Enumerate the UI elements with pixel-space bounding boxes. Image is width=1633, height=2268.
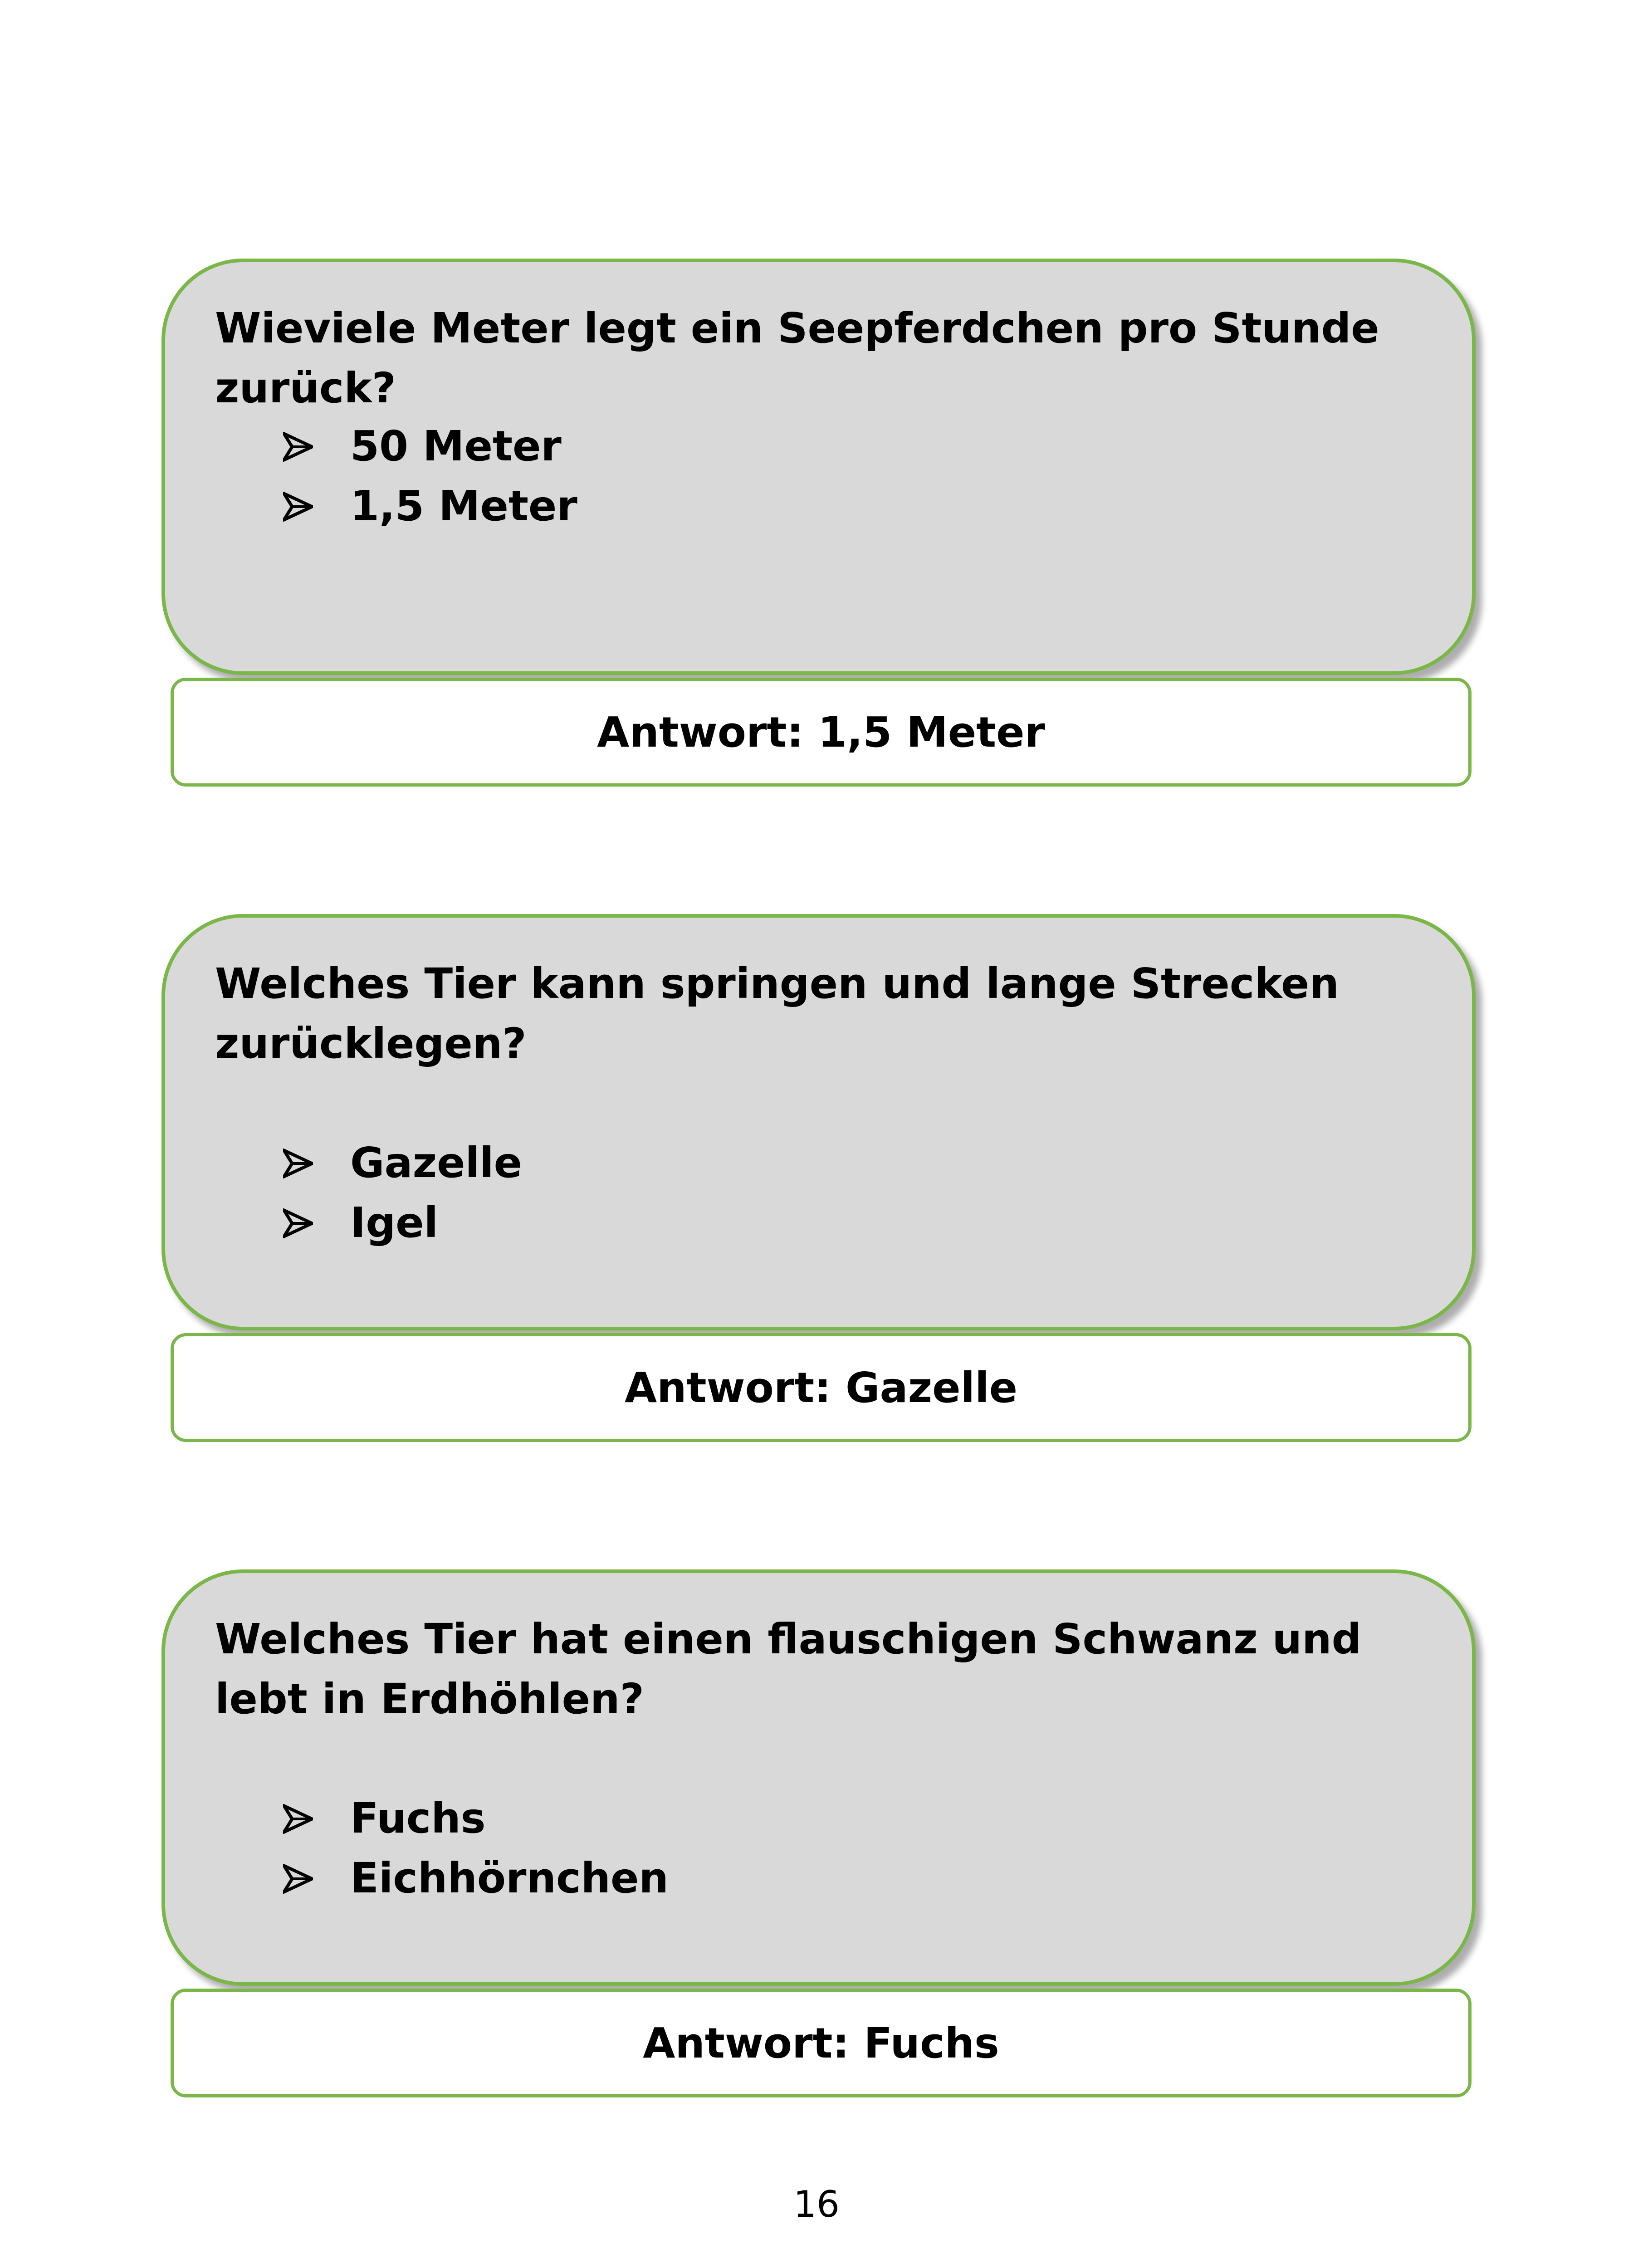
option-label: Eichhörnchen: [350, 1854, 669, 1902]
option-label: Fuchs: [350, 1794, 486, 1843]
page-number: 16: [793, 2183, 840, 2225]
arrowhead-bullet-icon: [283, 492, 313, 522]
arrowhead-bullet-icon: [283, 1864, 313, 1894]
option-label: Gazelle: [350, 1139, 523, 1187]
option-label: 1,5 Meter: [350, 482, 577, 530]
arrowhead-bullet-icon: [283, 432, 313, 462]
option-item: [283, 1193, 522, 1253]
question-text: Welches Tier hat einen flauschigen Schwanz und lebt in Erdhöhlen?: [215, 1615, 1362, 1723]
option-label: 50 Meter: [350, 422, 562, 470]
answer-box: Antwort: Fuchs: [171, 1989, 1472, 2097]
option-item: [283, 416, 577, 476]
option-item: [283, 1133, 522, 1193]
option-item: [283, 1789, 669, 1848]
option-item: [283, 1848, 669, 1908]
options-list: [283, 1133, 522, 1253]
options-list: [283, 1789, 669, 1908]
arrowhead-bullet-icon: [283, 1149, 313, 1178]
options-list: [283, 416, 577, 536]
arrowhead-bullet-icon: [283, 1804, 313, 1834]
question-card: [161, 914, 1476, 1330]
question-text: Welches Tier kann springen und lange Strecken zurücklegen?: [215, 959, 1339, 1068]
question-card: [161, 1569, 1476, 1986]
answer-box: Antwort: 1,5 Meter: [171, 678, 1472, 787]
question-card: [161, 259, 1476, 675]
option-item: [283, 476, 577, 536]
arrowhead-bullet-icon: [283, 1208, 313, 1238]
question-text: Wieviele Meter legt ein Seepferdchen pro Stunde zurück?: [215, 304, 1379, 412]
answer-box: Antwort: Gazelle: [171, 1333, 1472, 1442]
option-label: Igel: [350, 1198, 439, 1247]
